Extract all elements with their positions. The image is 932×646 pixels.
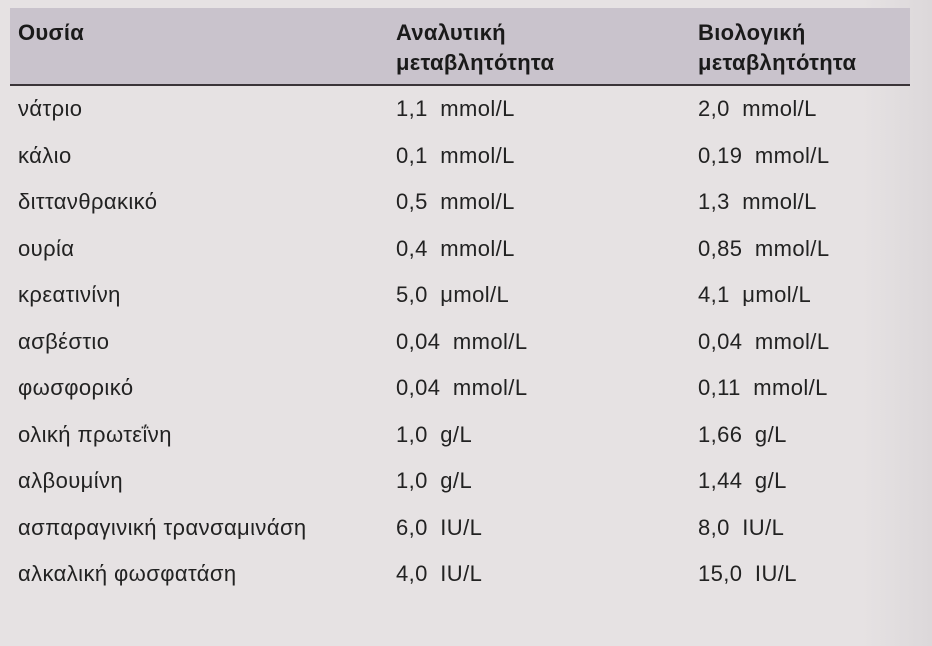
table-row — [10, 85, 910, 133]
header-analytical-line2: μεταβλητότητα — [396, 50, 555, 75]
header-analytical-line1: Αναλυτική — [396, 20, 506, 45]
cell-substance: κρεατινίνη — [18, 282, 121, 308]
header-analytical — [388, 8, 690, 85]
cell-substance: ασπαραγινική τρανσαμινάση — [18, 514, 307, 540]
cell-substance: ασβέστιο — [18, 328, 110, 354]
table-body — [10, 85, 910, 598]
cell-biological: 0,11 mmol/L — [698, 375, 828, 401]
cell-substance: αλκαλική φωσφατάση — [18, 561, 237, 587]
cell-analytical: 4,0 IU/L — [396, 561, 483, 587]
cell-biological: 1,3 mmol/L — [698, 189, 817, 215]
cell-analytical: 5,0 μmol/L — [396, 282, 510, 308]
header-biological-line2: μεταβλητότητα — [698, 50, 857, 75]
header-substance — [10, 8, 388, 85]
cell-analytical: 0,5 mmol/L — [396, 189, 515, 215]
table-row — [10, 365, 910, 412]
cell-analytical: 0,04 mmol/L — [396, 375, 528, 401]
cell-biological: 1,44 g/L — [698, 468, 787, 494]
table-row — [10, 505, 910, 552]
cell-substance: ολική πρωτεΐνη — [18, 421, 172, 447]
cell-substance: διττανθρακικό — [18, 189, 158, 215]
table-header — [10, 8, 910, 85]
cell-biological: 0,04 mmol/L — [698, 328, 830, 354]
cell-biological: 1,66 g/L — [698, 421, 787, 447]
cell-biological: 4,1 μmol/L — [698, 282, 812, 308]
table-row — [10, 133, 910, 180]
cell-analytical: 1,1 mmol/L — [396, 96, 515, 122]
cell-analytical: 0,04 mmol/L — [396, 328, 528, 354]
cell-biological: 8,0 IU/L — [698, 514, 785, 540]
table-row — [10, 272, 910, 319]
table-row — [10, 458, 910, 505]
variability-table-container — [10, 8, 910, 598]
cell-analytical: 1,0 g/L — [396, 421, 473, 447]
cell-biological: 2,0 mmol/L — [698, 96, 817, 122]
header-biological-line1: Βιολογική — [698, 20, 806, 45]
header-row — [10, 8, 910, 85]
cell-substance: κάλιο — [18, 142, 72, 168]
cell-substance: αλβουμίνη — [18, 468, 124, 494]
header-substance-label: Ουσία — [18, 20, 85, 45]
table-row — [10, 226, 910, 273]
cell-substance: νάτριο — [18, 96, 83, 122]
cell-substance: φωσφορικό — [18, 375, 134, 401]
cell-analytical: 0,1 mmol/L — [396, 142, 515, 168]
cell-biological: 0,19 mmol/L — [698, 142, 830, 168]
header-biological — [690, 8, 910, 85]
table-row — [10, 412, 910, 459]
table-row — [10, 551, 910, 598]
table-row — [10, 179, 910, 226]
cell-biological: 15,0 IU/L — [698, 561, 797, 587]
cell-analytical: 6,0 IU/L — [396, 514, 483, 540]
variability-table — [10, 8, 910, 598]
cell-biological: 0,85 mmol/L — [698, 235, 830, 261]
cell-analytical: 1,0 g/L — [396, 468, 473, 494]
cell-substance: ουρία — [18, 235, 75, 261]
table-row — [10, 319, 910, 366]
cell-analytical: 0,4 mmol/L — [396, 235, 515, 261]
